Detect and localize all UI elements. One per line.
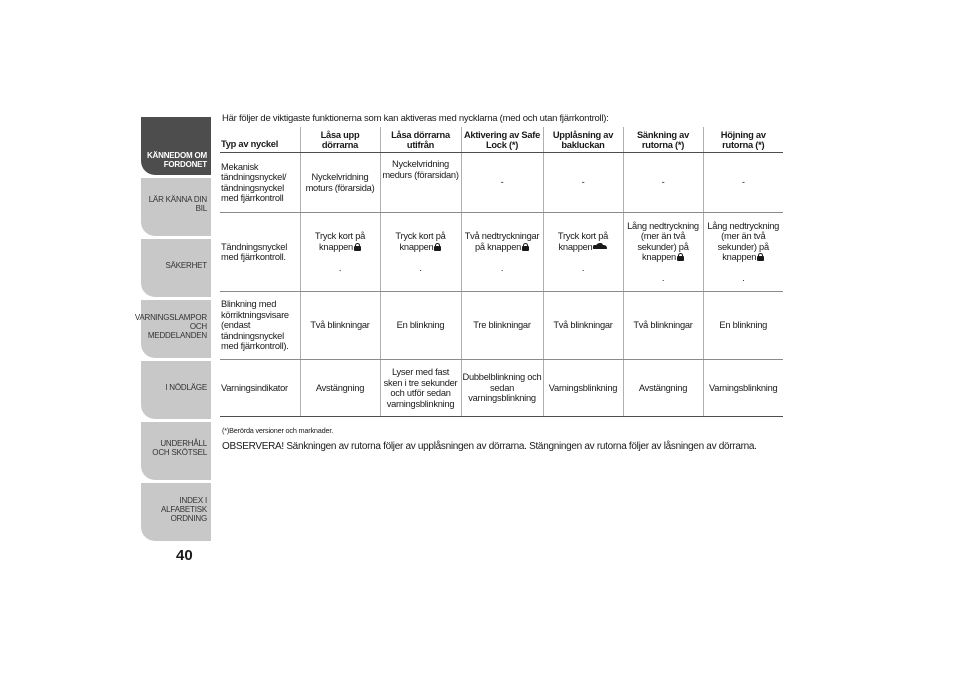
row-label: Blinkning med körriktningsvisare (endast tändningsnyckel med fjärrkontroll). xyxy=(220,292,300,360)
sidebar-tab-sakerhet[interactable] xyxy=(141,239,211,297)
table-cell xyxy=(623,213,703,292)
cell-trailing: . xyxy=(742,273,745,283)
lock-open-icon xyxy=(354,243,361,251)
sidebar-tab-underhall[interactable] xyxy=(141,422,211,480)
table-cell: - xyxy=(703,153,783,213)
observera-note: OBSERVERA! Sänkningen av rutorna följer av upplåsningen av dörrarna. Stängningen av rutorna följer av låsningen av dörrarna. xyxy=(222,441,757,452)
table-cell: - xyxy=(461,153,543,213)
cell-trailing: . xyxy=(661,273,665,283)
table-cell: Avstängning xyxy=(300,360,380,417)
table-cell xyxy=(461,213,543,292)
sidebar-tab-label: SÄKERHET xyxy=(165,260,207,270)
sidebar-tab-label: UNDERHÅLL OCH SKÖTSEL xyxy=(152,439,207,457)
table-cell: Nyckelvridning moturs (förarsida) xyxy=(300,153,380,213)
table-cell: Nyckelvridning medurs (förarsidan) xyxy=(380,153,461,213)
cell-text: Lång nedtryckning (mer än två sekunder) på knappen xyxy=(627,220,699,262)
row-label: Mekanisk tändningsnyckel/ tändningsnyckel med fjärrkontroll xyxy=(220,153,300,213)
page-number: 40 xyxy=(176,547,193,564)
lock-open-icon xyxy=(677,253,684,261)
sidebar-tab-label: INDEX I ALFABETISK ORDNING xyxy=(160,495,207,523)
sidebar-tab-label: LÄR KÄNNA DIN BIL xyxy=(148,195,207,213)
table-cell: Avstängning xyxy=(623,360,703,417)
key-functions-table xyxy=(220,127,783,417)
row-label: Tändningsnyckel med fjärrkontroll. xyxy=(220,213,300,292)
cell-text: Tryck kort på knappen xyxy=(314,231,366,252)
row-label: Varningsindikator xyxy=(220,360,300,417)
sidebar-tab-label: KÄNNEDOM OM FORDONET xyxy=(146,151,207,169)
table-cell: Lyser med fast sken i tre sekunder och utför sedan varningsblinkning xyxy=(380,360,461,417)
cell-trailing: . xyxy=(419,262,422,273)
cell-text: Två nedtryckningar på knappen xyxy=(464,231,540,252)
lock-icon xyxy=(434,243,441,251)
cell-trailing: . xyxy=(338,262,342,273)
table-cell: - xyxy=(543,153,623,213)
table-cell: Två blinkningar xyxy=(543,292,623,360)
column-header: Aktivering av Safe Lock (*) xyxy=(461,127,543,153)
lock-icon xyxy=(522,243,529,251)
table-cell xyxy=(380,213,461,292)
table-cell: Två blinkningar xyxy=(300,292,380,360)
table-row xyxy=(220,292,783,360)
table-cell: Varningsblinkning xyxy=(703,360,783,417)
sidebar-tab-varningslampor[interactable] xyxy=(134,300,211,358)
table-cell: Två blinkningar xyxy=(623,292,703,360)
table-cell xyxy=(703,213,783,292)
table-cell xyxy=(543,213,623,292)
sidebar-tab-lar-kanna[interactable] xyxy=(141,178,211,236)
table-cell: En blinkning xyxy=(703,292,783,360)
lock-icon xyxy=(757,253,764,261)
table-cell: Tre blinkningar xyxy=(461,292,543,360)
cell-text: Lång nedtryckning (mer än två sekunder) på knappen xyxy=(707,220,780,262)
cell-text: Tryck kort på knappen xyxy=(395,231,446,252)
table-cell: En blinkning xyxy=(380,292,461,360)
column-header: Höjning av rutorna (*) xyxy=(703,127,783,153)
table-header-row xyxy=(220,127,783,153)
cell-text: Tryck kort på knappen xyxy=(557,231,609,252)
sidebar-tab-label: I NÖDLÄGE xyxy=(165,382,207,392)
column-header: Låsa upp dörrarna xyxy=(300,127,380,153)
footnote: (*)Berörda versioner och marknader. xyxy=(222,426,334,435)
table-row xyxy=(220,213,783,292)
sidebar-tab-index[interactable] xyxy=(141,483,211,541)
sidebar-tab-kannedom[interactable] xyxy=(141,117,211,175)
table-cell: Dubbelblinkning och sedan varningsblinkning xyxy=(461,360,543,417)
cell-trailing: . xyxy=(581,262,585,273)
table-row xyxy=(220,360,783,417)
table-cell: - xyxy=(623,153,703,213)
intro-text: Här följer de viktigaste funktionerna som kan aktiveras med nycklarna (med och utan fjärrkontroll): xyxy=(222,113,609,124)
column-header: Låsa dörrarna utifrån xyxy=(380,127,461,153)
column-header: Upplåsning av bakluckan xyxy=(543,127,623,153)
car-trunk-icon xyxy=(593,243,607,249)
sidebar-tab-label: VARNINGSLAMPOR OCH MEDDELANDEN xyxy=(134,312,207,340)
column-header: Sänkning av rutorna (*) xyxy=(623,127,703,153)
cell-trailing: . xyxy=(500,262,504,273)
table-cell: Varningsblinkning xyxy=(543,360,623,417)
sidebar-tab-i-nodlage[interactable] xyxy=(141,361,211,419)
table-row xyxy=(220,153,783,213)
column-header: Typ av nyckel xyxy=(220,127,300,153)
table-cell xyxy=(300,213,380,292)
